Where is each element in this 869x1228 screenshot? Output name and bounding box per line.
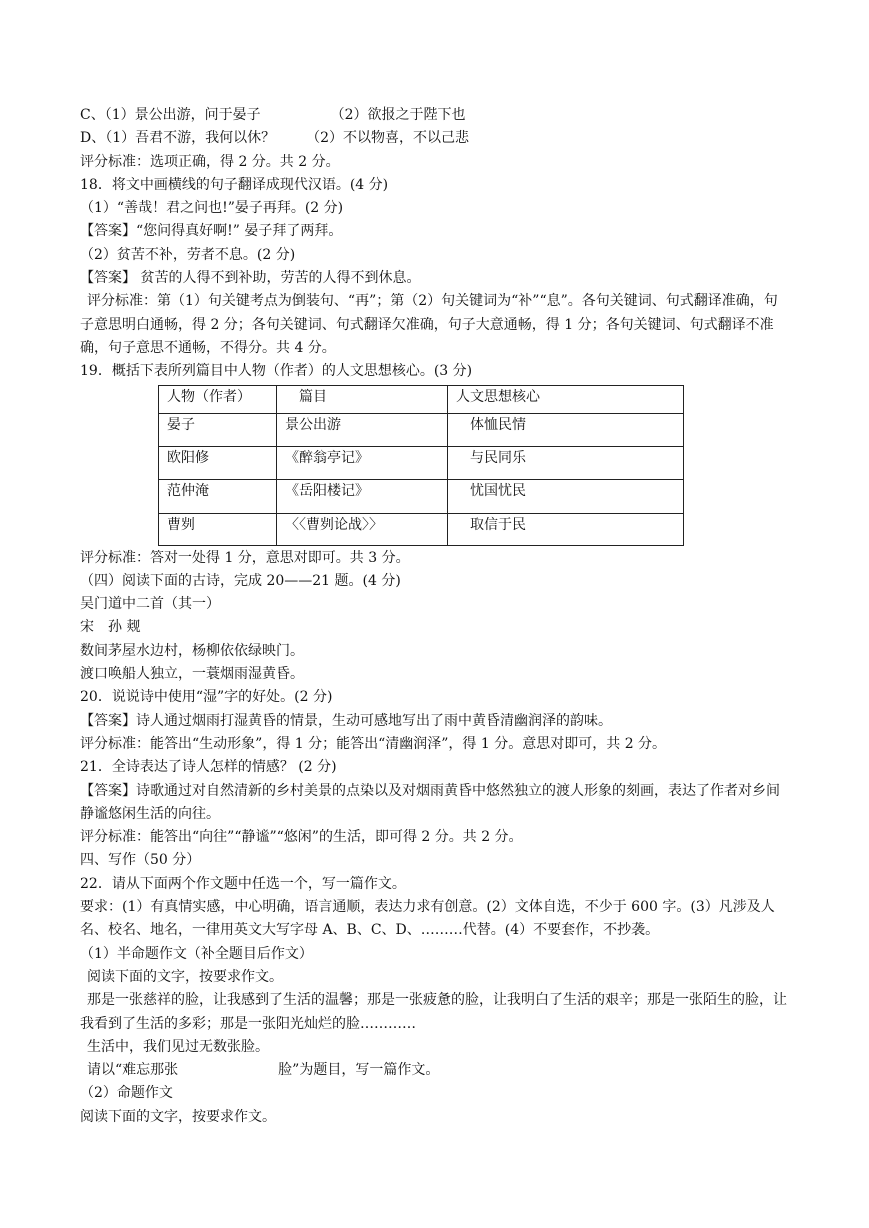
scoring-17: 评分标准：选项正确，得 2 分。共 2 分。: [80, 153, 340, 170]
writing-requirements: 要求：(1）有真情实感，中心明确，语言通顺，表达力求有创意。(2）文体自选，不少于 600 字。(3）凡涉及人名、校名、地名，一律用英文大写字母 A、B、C、D、………代替。(4）不要套作，不抄袭。: [80, 899, 775, 939]
scoring-21: 评分标准：能答出“向往”“静谧”“悠闲”的生活，即可得 2 分。共 2 分。: [80, 829, 523, 846]
poem-line-2: 渡口唤船人独立，一蓑烟雨湿黄昏。: [80, 666, 304, 683]
table-header-row: [159, 385, 684, 413]
answer-21: 【答案】诗歌通过对自然清新的乡村美景的点染以及对烟雨黄昏中悠然独立的渡人形象的刻画，表达了作者对乡间静谧悠闲生活的向往。: [80, 782, 780, 822]
table-row: [159, 513, 684, 545]
humanistic-thought-table: [158, 385, 684, 546]
poem-author: 宋 孙 觌: [80, 619, 141, 636]
poem-title: 吴门道中二首（其一）: [80, 596, 220, 613]
section-4-poem: （四）阅读下面的古诗，完成 20——21 题。(4 分): [80, 572, 401, 589]
answer-18-2: 【答案】 贫苦的人得不到补助，劳苦的人得不到休息。: [80, 270, 421, 287]
question-20: 20．说说诗中使用“湿”字的好处。(2 分): [80, 689, 333, 706]
question-18-1: （1）“善哉！君之问也!”晏子再拜。(2 分): [80, 200, 344, 217]
scoring-20: 评分标准：能答出“生动形象”，得 1 分；能答出“清幽润泽”，得 1 分。意思对即可，共 2 分。: [80, 735, 667, 752]
option-d: D、（1）吾君不游，我何以休？ （2）不以物喜，不以己悲: [80, 130, 470, 147]
table-cell: 与民同乐: [448, 446, 684, 479]
table-header-cell: 人物（作者）: [159, 385, 277, 413]
table-cell: 晏子: [159, 413, 277, 446]
table-cell: 《岳阳楼记》: [277, 479, 448, 513]
table-cell: 欧阳修: [159, 446, 277, 479]
essay-1-prompt: 那是一张慈祥的脸，让我感到了生活的温馨；那是一张疲惫的脸，让我明白了生活的艰辛；那是一张陌生的脸，让我看到了生活的多彩；那是一张阳光灿烂的脸…………: [80, 992, 787, 1032]
essay-1-instruction: 阅读下面的文字，按要求作文。: [87, 968, 283, 985]
table-header-cell: 篇目: [277, 385, 448, 413]
table-cell: 景公出游: [277, 413, 448, 446]
essay-option-2: （2）命题作文: [80, 1085, 173, 1102]
section-writing: 四、写作（50 分）: [80, 852, 201, 869]
table-row: [159, 479, 684, 513]
table-cell: 体恤民情: [448, 413, 684, 446]
option-c: C、（1）景公出游，问于晏子 （2）欲报之于陛下也: [80, 107, 466, 123]
question-22: 22．请从下面两个作文题中任选一个，写一篇作文。: [80, 875, 406, 892]
table-header-cell: 人文思想核心: [448, 385, 684, 413]
table-row: [159, 413, 684, 446]
document-page: [80, 104, 788, 1129]
essay-option-1: （1）半命题作文（补全题目后作文）: [80, 945, 313, 962]
table-cell: 范仲淹: [159, 479, 277, 513]
table-cell: 忧国忧民: [448, 479, 684, 513]
table-cell: 取信于民: [448, 513, 684, 545]
question-18: 18．将文中画横线的句子翻译成现代汉语。(4 分): [80, 176, 389, 193]
poem-line-1: 数间茅屋水边村，杨柳依依绿映门。: [80, 642, 304, 659]
table-row: [159, 446, 684, 479]
essay-2-instruction: 阅读下面的文字，按要求作文。: [80, 1108, 276, 1125]
scoring-18: 评分标准：第（1）句关键考点为倒装句、“再”；第（2）句关键词为“补”“息”。各句关键词、句式翻译准确，句子意思明白通畅，得 2 分；各句关键词、句式翻译欠准确，句子大意通畅，得 1 分；各句关键词、句式翻译不准确，句子意思不通畅，不得分。共 4 分。: [80, 293, 778, 356]
table-cell: 曹刿: [159, 513, 277, 545]
table-cell: 《醉翁亭记》: [277, 446, 448, 479]
question-21: 21．全诗表达了诗人怎样的情感？ (2 分): [80, 759, 337, 776]
table-cell: 〈〈曹刿论战〉〉: [277, 513, 448, 545]
answer-20: 【答案】诗人通过烟雨打湿黄昏的情景，生动可感地写出了雨中黄昏清幽润泽的韵味。: [80, 712, 612, 729]
essay-1-title-line: 请以“难忘那张 脸”为题目，写一篇作文。: [87, 1062, 440, 1079]
essay-1-prompt-2: 生活中，我们见过无数张脸。: [87, 1038, 269, 1055]
scoring-19: 评分标准：答对一处得 1 分，意思对即可。共 3 分。: [80, 549, 410, 566]
question-18-2: （2）贫苦不补，劳者不息。(2 分): [80, 246, 296, 263]
answer-18-1: 【答案】“您问得真好啊!” 晏子拜了两拜。: [80, 223, 343, 240]
question-19: 19．概括下表所列篇目中人物（作者）的人文思想核心。(3 分): [80, 363, 473, 380]
